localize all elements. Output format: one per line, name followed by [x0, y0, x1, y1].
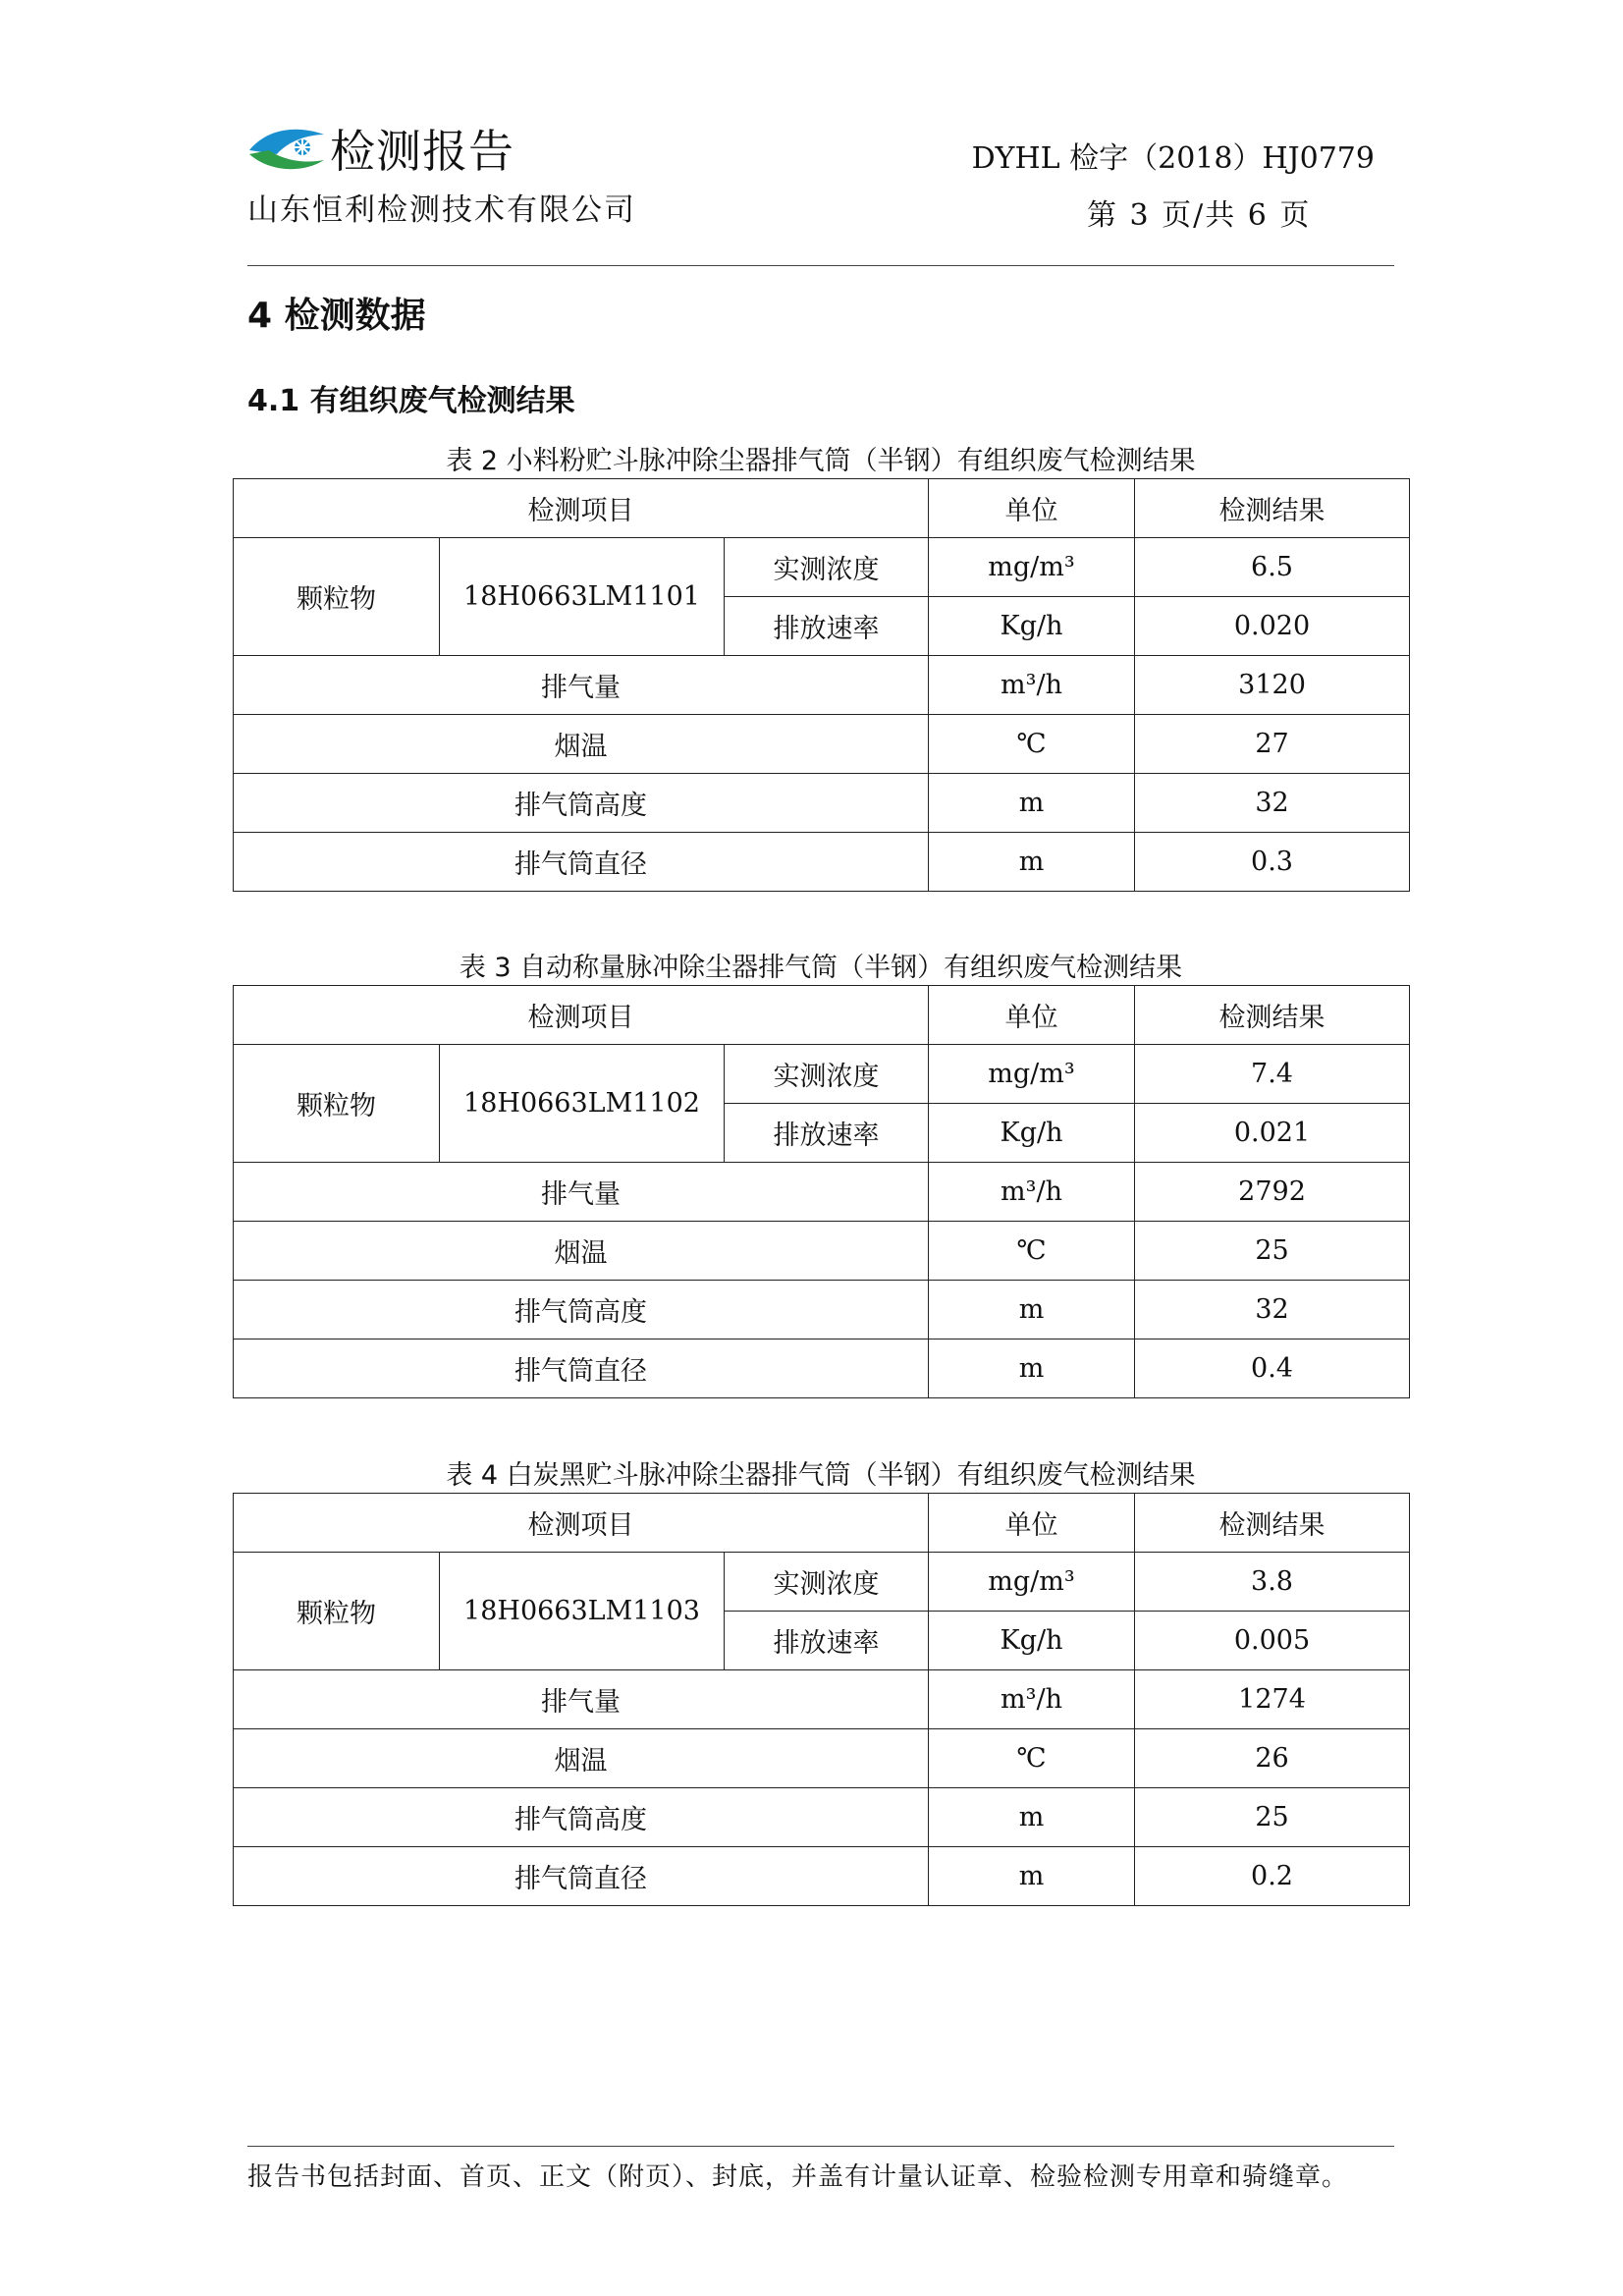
- footer-divider: [247, 2146, 1394, 2147]
- table-row: [234, 1670, 1410, 1729]
- results-table-4: [233, 1493, 1410, 1906]
- row-unit: m: [929, 833, 1135, 892]
- table-header-row: [234, 1494, 1410, 1553]
- section-title: 4 检测数据: [247, 296, 426, 336]
- row-item: 排气量: [234, 656, 929, 715]
- row-unit: Kg/h: [929, 1104, 1135, 1163]
- header-item: 检测项目: [234, 986, 929, 1045]
- row-item: 排气量: [234, 1670, 929, 1729]
- header-result: 检测结果: [1135, 986, 1410, 1045]
- header-result: 检测结果: [1135, 1494, 1410, 1553]
- particulate-label: 颗粒物: [234, 538, 440, 656]
- header-unit: 单位: [929, 986, 1135, 1045]
- header-divider: [247, 265, 1394, 266]
- header-unit: 单位: [929, 1494, 1135, 1553]
- table-row: [234, 1847, 1410, 1906]
- table-row: [234, 1788, 1410, 1847]
- row-unit: m³/h: [929, 656, 1135, 715]
- page-number: 第 3 页/共 6 页: [1087, 198, 1312, 233]
- results-table-2: [233, 478, 1410, 892]
- row-item: 烟温: [234, 1729, 929, 1788]
- row-item: 排气量: [234, 1163, 929, 1222]
- sample-id: 18H0663LM1102: [440, 1045, 725, 1163]
- row-unit: m³/h: [929, 1163, 1135, 1222]
- row-item: 排气筒高度: [234, 774, 929, 833]
- report-number: DYHL 检字（2018）HJ0779: [971, 141, 1375, 176]
- table-header-row: [234, 986, 1410, 1045]
- row-item: 实测浓度: [725, 1045, 929, 1104]
- row-unit: mg/m³: [929, 538, 1135, 597]
- table-row: [234, 1281, 1410, 1339]
- row-unit: m: [929, 774, 1135, 833]
- header-item: 检测项目: [234, 479, 929, 538]
- row-value: 1274: [1135, 1670, 1410, 1729]
- row-value: 0.4: [1135, 1339, 1410, 1398]
- row-unit: m: [929, 1847, 1135, 1906]
- header-item: 检测项目: [234, 1494, 929, 1553]
- row-value: 0.005: [1135, 1612, 1410, 1670]
- row-value: 0.020: [1135, 597, 1410, 656]
- sample-id: 18H0663LM1101: [440, 538, 725, 656]
- table-row: [234, 1045, 1410, 1104]
- row-value: 26: [1135, 1729, 1410, 1788]
- footer-note: 报告书包括封面、首页、正文（附页）、封底，并盖有计量认证章、检验检测专用章和骑缝章。: [247, 2162, 1349, 2192]
- row-value: 32: [1135, 1281, 1410, 1339]
- row-unit: m: [929, 1788, 1135, 1847]
- row-value: 0.3: [1135, 833, 1410, 892]
- table-caption: 表 4 白炭黑贮斗脉冲除尘器排气筒（半钢）有组织废气检测结果: [446, 1460, 1196, 1491]
- table-header-row: [234, 479, 1410, 538]
- table-row: [234, 1163, 1410, 1222]
- row-item: 排气筒高度: [234, 1281, 929, 1339]
- report-title: 检测报告: [330, 125, 514, 178]
- row-item: 排气筒高度: [234, 1788, 929, 1847]
- row-value: 25: [1135, 1222, 1410, 1281]
- row-value: 0.021: [1135, 1104, 1410, 1163]
- row-value: 32: [1135, 774, 1410, 833]
- row-item: 排气筒直径: [234, 833, 929, 892]
- row-item: 烟温: [234, 1222, 929, 1281]
- row-unit: mg/m³: [929, 1553, 1135, 1612]
- row-item: 排放速率: [725, 1104, 929, 1163]
- row-value: 25: [1135, 1788, 1410, 1847]
- row-item: 排放速率: [725, 597, 929, 656]
- row-unit: ℃: [929, 1222, 1135, 1281]
- table-row: [234, 656, 1410, 715]
- sample-id: 18H0663LM1103: [440, 1553, 725, 1670]
- table-row: [234, 1729, 1410, 1788]
- results-table-3: [233, 985, 1410, 1398]
- row-unit: m³/h: [929, 1670, 1135, 1729]
- table-row: [234, 833, 1410, 892]
- row-unit: mg/m³: [929, 1045, 1135, 1104]
- row-unit: Kg/h: [929, 597, 1135, 656]
- row-item: 烟温: [234, 715, 929, 774]
- logo-row: [247, 116, 514, 181]
- row-item: 实测浓度: [725, 538, 929, 597]
- row-unit: m: [929, 1339, 1135, 1398]
- row-unit: m: [929, 1281, 1135, 1339]
- row-unit: Kg/h: [929, 1612, 1135, 1670]
- company-name: 山东恒利检测技术有限公司: [247, 192, 636, 228]
- row-value: 2792: [1135, 1163, 1410, 1222]
- table-row: [234, 1222, 1410, 1281]
- row-value: 3.8: [1135, 1553, 1410, 1612]
- particulate-label: 颗粒物: [234, 1553, 440, 1670]
- row-item: 实测浓度: [725, 1553, 929, 1612]
- row-item: 排放速率: [725, 1612, 929, 1670]
- header-result: 检测结果: [1135, 479, 1410, 538]
- table-row: [234, 1339, 1410, 1398]
- table-caption: 表 3 自动称量脉冲除尘器排气筒（半钢）有组织废气检测结果: [459, 953, 1183, 983]
- particulate-label: 颗粒物: [234, 1045, 440, 1163]
- table-row: [234, 774, 1410, 833]
- table-caption: 表 2 小料粉贮斗脉冲除尘器排气筒（半钢）有组织废气检测结果: [446, 446, 1196, 476]
- row-item: 排气筒直径: [234, 1339, 929, 1398]
- header-unit: 单位: [929, 479, 1135, 538]
- table-row: [234, 1553, 1410, 1612]
- row-unit: ℃: [929, 1729, 1135, 1788]
- row-value: 3120: [1135, 656, 1410, 715]
- row-value: 0.2: [1135, 1847, 1410, 1906]
- page-header: [247, 116, 1394, 263]
- table-row: [234, 715, 1410, 774]
- table-row: [234, 538, 1410, 597]
- row-value: 6.5: [1135, 538, 1410, 597]
- section-subtitle: 4.1 有组织废气检测结果: [247, 384, 575, 418]
- row-value: 7.4: [1135, 1045, 1410, 1104]
- company-logo-icon: [247, 121, 326, 176]
- row-unit: ℃: [929, 715, 1135, 774]
- row-value: 27: [1135, 715, 1410, 774]
- row-item: 排气筒直径: [234, 1847, 929, 1906]
